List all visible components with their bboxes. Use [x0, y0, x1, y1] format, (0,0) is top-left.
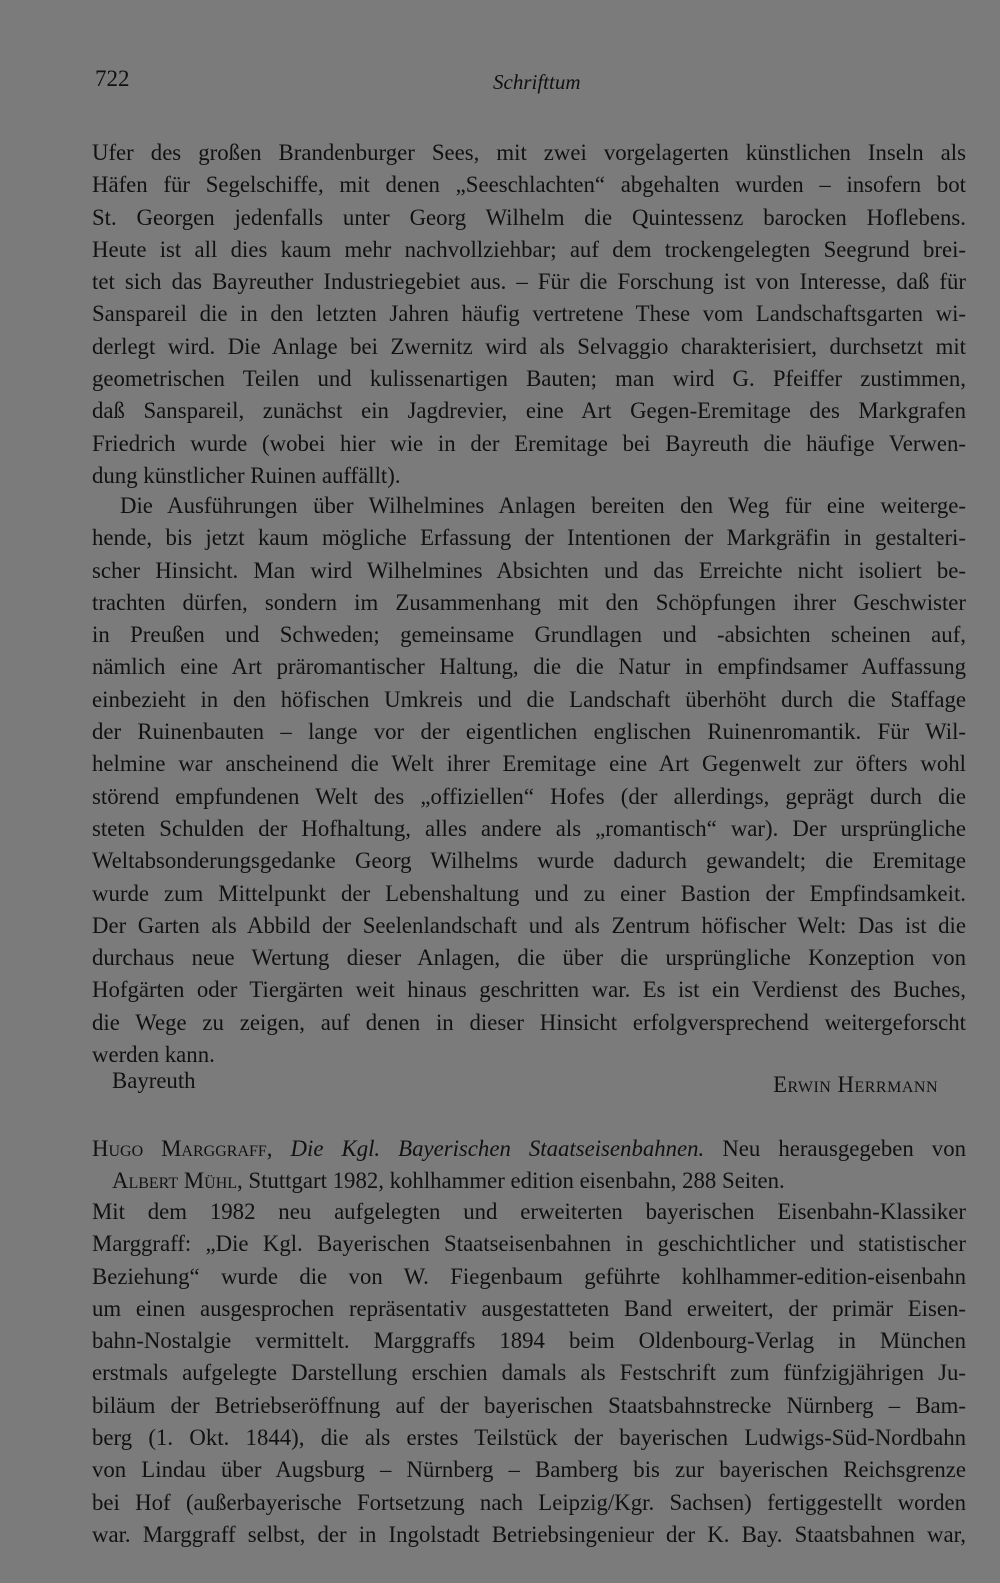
text-line: werden kann. — [92, 1042, 215, 1068]
text-line: bahn-Nostalgie vermittelt. Marggraffs 1894 beim Oldenbourg-Verlag in München — [92, 1328, 966, 1354]
review2-bibliography — [92, 1133, 966, 1196]
text-line: bei Hof (außerbayerische Fortsetzung nach Leipzig/Kgr. Sachsen) fertiggestellt worden — [92, 1489, 966, 1515]
review1-paragraph2 — [92, 490, 966, 1071]
text-line: tet sich das Bayreuther Industriegebiet aus. – Für die Forschung ist von Interesse, daß für — [92, 269, 966, 295]
text-line: Der Garten als Abbild der Seelenlandschaft und als Zentrum höfischer Welt: Das ist die — [92, 912, 966, 938]
text-line: der Ruinenbauten – lange vor der eigentlichen englischen Ruinenromantik. Für Wil- — [92, 719, 966, 745]
signature-place: Bayreuth — [112, 1068, 196, 1093]
text-line: wurde zum Mittelpunkt der Lebenshaltung und zu einer Bastion der Empfindsamkeit. — [92, 880, 966, 906]
review1-paragraph1 — [92, 137, 966, 492]
text-line: berg (1. Okt. 1844), die als erstes Teilstück der bayerischen Ludwigs-Süd-Nordbahn — [92, 1425, 966, 1451]
publication-info: Stuttgart 1982, kohlhammer edition eisenbahn, 288 Seiten. — [248, 1167, 785, 1193]
text-line: war. Marggraff selbst, der in Ingolstadt Betriebsingenieur der K. Bay. Staatsbahnen war, — [92, 1521, 966, 1547]
book-title: Die Kgl. Bayerischen Staatseisenbahnen. — [290, 1136, 705, 1161]
text-line: erstmals aufgelegte Darstellung erschien damals als Festschrift zum fünfzigjährigen Ju- — [92, 1360, 966, 1386]
text-line: Friedrich wurde (wobei hier wie in der Eremitage bei Bayreuth die häufige Verwen- — [92, 430, 966, 456]
text-line: Ufer des großen Brandenburger Sees, mit zwei vorgelagerten künstlichen Inseln als — [92, 140, 966, 165]
text-line: durchaus neue Wertung dieser Anlagen, die über die ursprüngliche Konzeption von — [92, 945, 966, 971]
bibliography-line — [92, 1133, 966, 1165]
text-line: in Preußen und Schweden; gemeinsame Grundlagen und -absichten scheinen auf, — [92, 622, 966, 648]
text-line: Hofgärten oder Tiergärten weit hinaus geschritten war. Es ist ein Verdienst des Buches, — [92, 977, 966, 1003]
signature-author: Erwin Herrmann — [773, 1072, 938, 1097]
text-line: scher Hinsicht. Man wird Wilhelmines Absichten und das Erreichte nicht isoliert be- — [92, 557, 966, 583]
editor-name: Albert Mühl, — [112, 1167, 243, 1193]
text-line: helmine war anscheinend die Welt ihrer Eremitage eine Art Gegenwelt zur öfters wohl — [92, 751, 966, 777]
text-line: Sanspareil die in den letzten Jahren häufig vertretene These vom Landschaftsgarten wi- — [92, 301, 966, 327]
text-line: nämlich eine Art präromantischer Haltung, die die Natur in empfindsamer Auffassung — [92, 654, 966, 680]
text-line: die Wege zu zeigen, auf denen in dieser Hinsicht erfolgversprechend weitergeforscht — [92, 1009, 966, 1035]
page-number: 722 — [95, 66, 130, 91]
bibliography-line — [92, 1165, 966, 1197]
text-line: Häfen für Segelschiffe, mit denen „Seeschlachten“ abgehalten wurden – insofern bot — [92, 172, 966, 198]
text-line: Weltabsonderungsgedanke Georg Wilhelms wurde dadurch gewandelt; die Eremitage — [92, 848, 966, 874]
text-line: steten Schulden der Hofhaltung, alles andere als „romantisch“ war). Der ursprüngliche — [92, 815, 966, 841]
text-line: biläum der Betriebseröffnung auf der bayerischen Staatsbahnstrecke Nürnberg – Bam- — [92, 1392, 966, 1418]
running-head — [95, 66, 965, 96]
text-line: Mit dem 1982 neu aufgelegten und erweiterten bayerischen Eisenbahn-Klassiker — [92, 1199, 966, 1224]
text-line: trachten dürfen, sondern im Zusammenhang mit den Schöpfungen ihrer Geschwister — [92, 589, 966, 615]
text-line: dung künstlicher Ruinen auffällt). — [92, 462, 401, 488]
text-line: Heute ist all dies kaum mehr nachvollziehbar; auf dem trockengelegten Seegrund brei- — [92, 236, 966, 262]
text-line: störend empfundenen Welt des „offiziellen“ Hofes (der allerdings, geprägt durch die — [92, 783, 966, 809]
text-line: von Lindau über Augsburg – Nürnberg – Bamberg bis zur bayerischen Reichsgrenze — [92, 1457, 966, 1483]
text-line: Beziehung“ wurde die von W. Fiegenbaum geführte kohlhammer-edition-eisenbahn — [92, 1263, 966, 1289]
text-line: einbezieht in den höfischen Umkreis und die Landschaft überhöht durch die Staffage — [92, 686, 966, 712]
running-title: Schrifttum — [493, 70, 581, 94]
text-line: hende, bis jetzt kaum mögliche Erfassung der Intentionen der Markgräfin in gestalteri- — [92, 525, 966, 551]
text-line: Die Ausführungen über Wilhelmines Anlagen bereiten den Weg für eine weitergе- — [120, 493, 966, 518]
text-line: derlegt wird. Die Anlage bei Zwernitz wird als Selvaggio charakterisiert, durchsetzt mit — [92, 333, 966, 359]
editor-intro: Neu herausgegeben von — [722, 1136, 966, 1161]
text-line: St. Georgen jedenfalls unter Georg Wilhelm die Quintessenz barocken Hoflebens. — [92, 204, 966, 230]
text-line: geometrischen Teilen und kulissenartigen Bauten; man wird G. Pfeiffer zustimmen, — [92, 366, 966, 392]
text-line: daß Sanspareil, zunächst ein Jagdrevier, eine Art Gegen-Eremitage des Markgrafen — [92, 398, 966, 424]
review1-signature — [112, 1068, 938, 1100]
text-line: um einen ausgesprochen repräsentativ ausgestatteten Band erweitert, der primär Eisen- — [92, 1295, 966, 1321]
text-line: Marggraff: „Die Kgl. Bayerischen Staatseisenbahnen in geschichtlicher und statistischer — [92, 1231, 966, 1257]
review2-paragraph1 — [92, 1196, 966, 1551]
book-author: Hugo Marggraff, — [92, 1136, 273, 1161]
